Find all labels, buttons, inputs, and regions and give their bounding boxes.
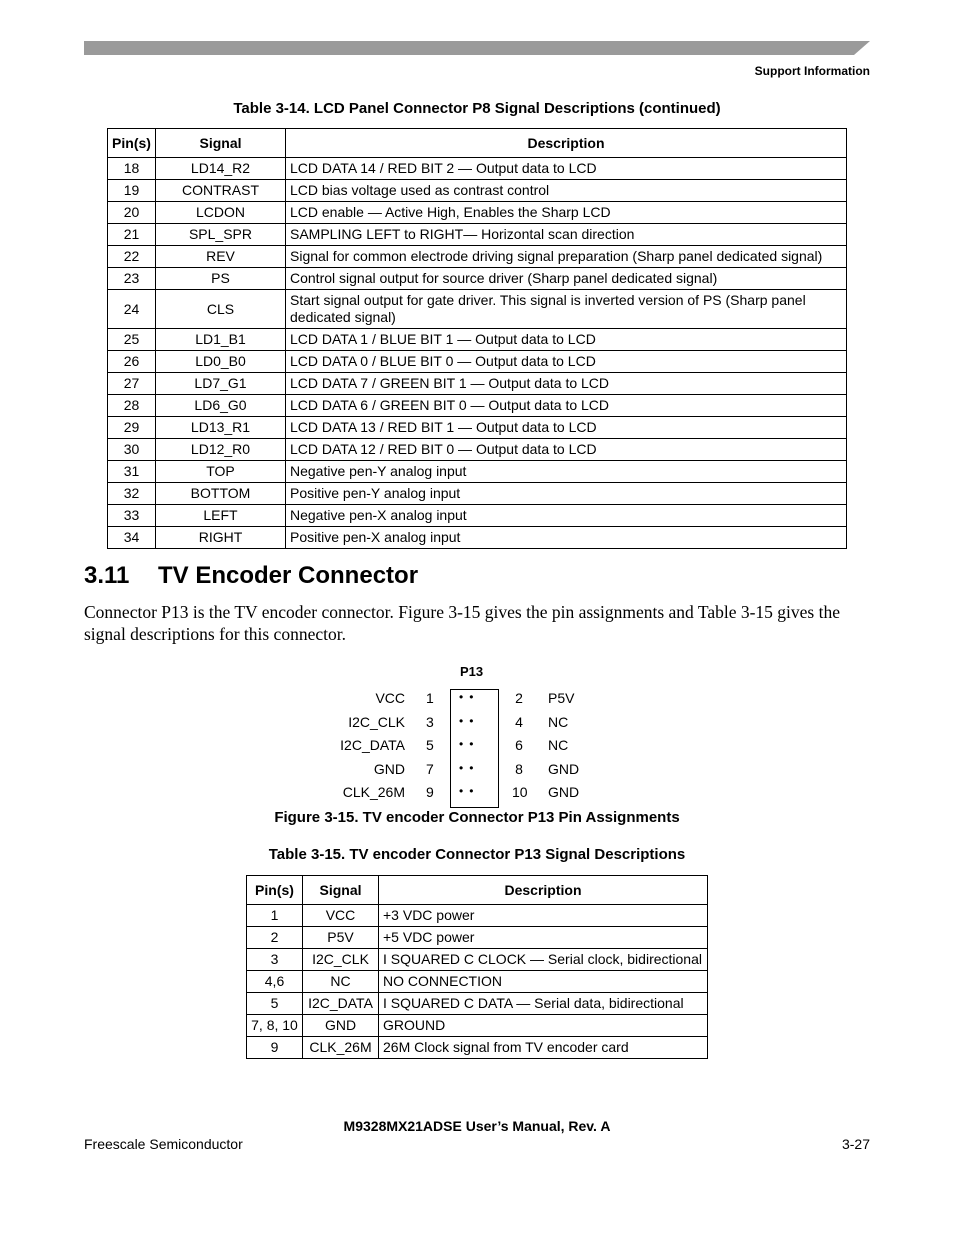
- right-pin-number: 8: [515, 760, 523, 777]
- left-pin-number: 7: [426, 760, 434, 777]
- right-pin-number: 6: [515, 737, 523, 753]
- left-pin-number: 5: [426, 737, 434, 753]
- left-pin-number: 1: [426, 690, 434, 706]
- left-signal-label: CLK_26M: [342, 784, 405, 800]
- left-signal-label: I2C_CLK: [348, 713, 405, 730]
- signal-cell: LD6_G0: [156, 395, 286, 417]
- pin-cell: 20: [108, 202, 156, 224]
- page-number: 3-27: [841, 1136, 870, 1152]
- signal-cell: LD14_R2: [156, 158, 286, 180]
- table-row: [108, 461, 847, 483]
- table-3-14: [107, 128, 847, 549]
- description-cell: 26M Clock signal from TV encoder card: [379, 1037, 708, 1059]
- pin-cell: 1: [247, 905, 303, 927]
- signal-cell: CONTRAST: [156, 180, 286, 202]
- pin-cell: 3: [247, 949, 303, 971]
- pin-cell: 25: [108, 329, 156, 351]
- signal-cell: I2C_CLK: [303, 949, 379, 971]
- table-row: [108, 224, 847, 246]
- pin-cell: 19: [108, 180, 156, 202]
- pin-cell: 26: [108, 351, 156, 373]
- pin-dots: ••: [459, 690, 480, 704]
- pin-cell: 22: [108, 246, 156, 268]
- description-cell: +5 VDC power: [379, 927, 708, 949]
- pin-dots: ••: [459, 737, 480, 751]
- description-cell: NO CONNECTION: [379, 971, 708, 993]
- description-cell: Positive pen-X analog input: [286, 527, 847, 549]
- right-signal-label: NC: [548, 713, 569, 730]
- description-cell: LCD DATA 7 / GREEN BIT 1 — Output data to LCD: [286, 373, 847, 395]
- signal-cell: NC: [303, 971, 379, 993]
- description-cell: LCD DATA 12 / RED BIT 0 — Output data to LCD: [286, 439, 847, 461]
- pin-cell: 29: [108, 417, 156, 439]
- manual-title: M9328MX21ADSE User’s Manual, Rev. A: [343, 1118, 611, 1134]
- description-cell: +3 VDC power: [379, 905, 708, 927]
- signal-cell: VCC: [303, 905, 379, 927]
- pin-cell: 32: [108, 483, 156, 505]
- description-cell: Start signal output for gate driver. This signal is inverted version of PS (Sharp panel dedicated signal): [286, 290, 847, 329]
- table-row: [247, 971, 708, 993]
- left-pin-number: 3: [426, 713, 434, 730]
- pin-cell: 34: [108, 527, 156, 549]
- pin-cell: 9: [247, 1037, 303, 1059]
- signal-cell: P5V: [303, 927, 379, 949]
- table-header-row: [247, 876, 708, 905]
- signal-cell: CLK_26M: [303, 1037, 379, 1059]
- pin-cell: 23: [108, 268, 156, 290]
- figure-3-15-caption: Figure 3-15. TV encoder Connector P13 Pin Assignments: [274, 809, 680, 826]
- table-row: [108, 290, 847, 329]
- description-cell: I SQUARED C CLOCK — Serial clock, bidirectional: [379, 949, 708, 971]
- pin-row: [300, 784, 660, 804]
- table-row: [108, 351, 847, 373]
- right-pin-number: 4: [515, 713, 523, 730]
- section-paragraph: Connector P13 is the TV encoder connector. Figure 3-15 gives the pin assignments and Table 3-15 gives the signal descriptions for this connector.: [84, 602, 840, 644]
- table-row: [108, 439, 847, 461]
- left-signal-label: I2C_DATA: [340, 737, 405, 753]
- header-bar: [84, 41, 870, 55]
- description-cell: SAMPLING LEFT to RIGHT— Horizontal scan direction: [286, 224, 847, 246]
- section-title: TV Encoder Connector: [158, 562, 419, 589]
- table-row: [108, 395, 847, 417]
- left-pin-number: 9: [426, 784, 434, 800]
- pin-cell: 18: [108, 158, 156, 180]
- table-row: [247, 1037, 708, 1059]
- section-heading: [84, 562, 418, 590]
- table-row: [108, 268, 847, 290]
- table-row: [108, 329, 847, 351]
- pin-cell: 33: [108, 505, 156, 527]
- signal-cell: REV: [156, 246, 286, 268]
- table-row: [108, 158, 847, 180]
- pin-cell: 31: [108, 461, 156, 483]
- signal-cell: SPL_SPR: [156, 224, 286, 246]
- pin-cell: 2: [247, 927, 303, 949]
- pin-cell: 5: [247, 993, 303, 1015]
- description-cell: LCD DATA 1 / BLUE BIT 1 — Output data to LCD: [286, 329, 847, 351]
- signal-cell: GND: [303, 1015, 379, 1037]
- column-header: Pin(s): [108, 129, 156, 158]
- table-3-15-caption: Table 3-15. TV encoder Connector P13 Signal Descriptions: [268, 846, 686, 863]
- signal-cell: CLS: [156, 290, 286, 329]
- left-signal-label: GND: [373, 760, 405, 777]
- right-signal-label: NC: [548, 737, 569, 753]
- signal-cell: LD1_B1: [156, 329, 286, 351]
- pin-row: [300, 714, 660, 734]
- column-header: Description: [286, 129, 847, 158]
- column-header: Description: [379, 876, 708, 905]
- pin-row: [300, 761, 660, 781]
- pin-row: [300, 690, 660, 710]
- description-cell: Signal for common electrode driving signal preparation (Sharp panel dedicated signal): [286, 246, 847, 268]
- pin-dots: ••: [459, 760, 480, 775]
- table-row: [108, 505, 847, 527]
- pin-row: [300, 737, 660, 757]
- signal-cell: TOP: [156, 461, 286, 483]
- right-signal-label: GND: [548, 760, 580, 777]
- signal-cell: LD12_R0: [156, 439, 286, 461]
- signal-cell: I2C_DATA: [303, 993, 379, 1015]
- pin-cell: 27: [108, 373, 156, 395]
- pin-assignment-figure: [300, 660, 660, 810]
- description-cell: LCD bias voltage used as contrast control: [286, 180, 847, 202]
- column-header: Signal: [156, 129, 286, 158]
- table-row: [247, 927, 708, 949]
- description-cell: LCD DATA 13 / RED BIT 1 — Output data to LCD: [286, 417, 847, 439]
- pin-cell: 30: [108, 439, 156, 461]
- table-row: [108, 202, 847, 224]
- signal-cell: LD13_R1: [156, 417, 286, 439]
- running-header: Support Information: [754, 64, 870, 78]
- description-cell: Control signal output for source driver (Sharp panel dedicated signal): [286, 268, 847, 290]
- description-cell: I SQUARED C DATA — Serial data, bidirectional: [379, 993, 708, 1015]
- table-row: [247, 949, 708, 971]
- table-row: [108, 483, 847, 505]
- company-name: Freescale Semiconductor: [84, 1136, 243, 1152]
- pin-cell: 28: [108, 395, 156, 417]
- section-number: 3.11: [84, 562, 130, 589]
- description-cell: Positive pen-Y analog input: [286, 483, 847, 505]
- column-header: Pin(s): [247, 876, 303, 905]
- table-row: [108, 417, 847, 439]
- description-cell: Negative pen-Y analog input: [286, 461, 847, 483]
- table-row: [247, 993, 708, 1015]
- table-row: [108, 527, 847, 549]
- table-row: [247, 905, 708, 927]
- signal-cell: LEFT: [156, 505, 286, 527]
- right-signal-label: P5V: [548, 690, 575, 706]
- pin-cell: 7, 8, 10: [247, 1015, 303, 1037]
- signal-cell: PS: [156, 268, 286, 290]
- description-cell: LCD DATA 14 / RED BIT 2 — Output data to LCD: [286, 158, 847, 180]
- signal-cell: RIGHT: [156, 527, 286, 549]
- signal-cell: BOTTOM: [156, 483, 286, 505]
- column-header: Signal: [303, 876, 379, 905]
- description-cell: GROUND: [379, 1015, 708, 1037]
- signal-cell: LD0_B0: [156, 351, 286, 373]
- table-row: [108, 246, 847, 268]
- description-cell: LCD enable — Active High, Enables the Sharp LCD: [286, 202, 847, 224]
- pin-cell: 21: [108, 224, 156, 246]
- right-pin-number: 2: [515, 690, 523, 706]
- right-pin-number: 10: [512, 784, 528, 800]
- table-3-14-caption: Table 3-14. LCD Panel Connector P8 Signal Descriptions (continued): [233, 100, 721, 117]
- pin-cell: 24: [108, 290, 156, 329]
- description-cell: Negative pen-X analog input: [286, 505, 847, 527]
- pin-cell: 4,6: [247, 971, 303, 993]
- table-row: [108, 373, 847, 395]
- pin-dots: ••: [459, 784, 480, 798]
- signal-cell: LCDON: [156, 202, 286, 224]
- table-row: [108, 180, 847, 202]
- description-cell: LCD DATA 6 / GREEN BIT 0 — Output data to LCD: [286, 395, 847, 417]
- table-row: [247, 1015, 708, 1037]
- table-header-row: [108, 129, 847, 158]
- pin-dots: ••: [459, 713, 480, 728]
- description-cell: LCD DATA 0 / BLUE BIT 0 — Output data to LCD: [286, 351, 847, 373]
- right-signal-label: GND: [548, 784, 580, 800]
- left-signal-label: VCC: [375, 690, 405, 706]
- signal-cell: LD7_G1: [156, 373, 286, 395]
- table-3-15: [246, 875, 708, 1059]
- connector-label: P13: [460, 664, 484, 679]
